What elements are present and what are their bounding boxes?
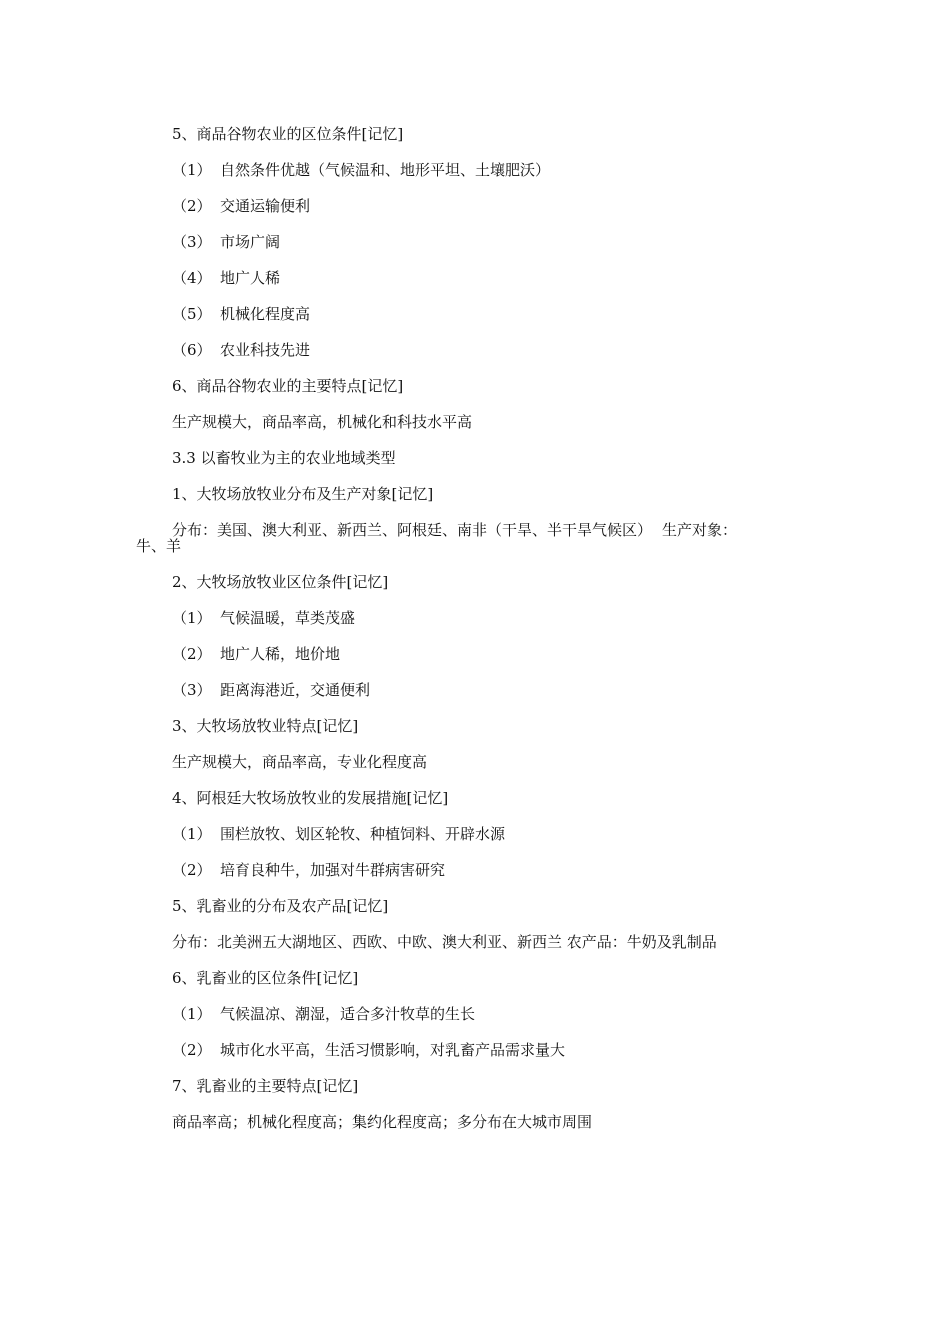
paragraph-continuation: 牛、羊	[136, 537, 182, 555]
document-body	[136, 124, 822, 1148]
list-text: 气候温凉、潮湿，适合多汁牧草的生长	[220, 1005, 476, 1023]
list-number: （3）	[172, 233, 212, 251]
list-item	[172, 680, 822, 700]
list-number: （4）	[172, 269, 212, 287]
list-item	[172, 268, 822, 288]
paragraph: 生产规模大，商品率高，机械化和科技水平高	[172, 413, 473, 431]
list-text: 城市化水平高，生活习惯影响，对乳畜产品需求量大	[220, 1041, 566, 1059]
list-text: 市场广阔	[220, 233, 281, 251]
paragraph-part: 分布：美国、澳大利亚、新西兰、阿根廷、南非（干旱、半干旱气候区）	[172, 521, 653, 539]
section-heading: 2、大牧场放牧业区位条件[记忆]	[172, 573, 389, 591]
list-number: （3）	[172, 681, 212, 699]
section-heading: 5、乳畜业的分布及农产品[记忆]	[172, 897, 389, 915]
section-heading: 3、大牧场放牧业特点[记忆]	[172, 717, 359, 735]
paragraph-wrapped	[172, 520, 822, 540]
list-item	[172, 160, 822, 180]
section-heading: 6、乳畜业的区位条件[记忆]	[172, 969, 359, 987]
list-number: （1）	[172, 609, 212, 627]
list-item	[172, 860, 822, 880]
list-number: （1）	[172, 1005, 212, 1023]
list-item	[172, 644, 822, 664]
list-number: （5）	[172, 305, 212, 323]
list-number: （2）	[172, 645, 212, 663]
list-number: （2）	[172, 861, 212, 879]
list-number: （2）	[172, 197, 212, 215]
list-number: （6）	[172, 341, 212, 359]
list-text: 地广人稀，地价地	[220, 645, 341, 663]
paragraph: 分布：北美洲五大湖地区、西欧、中欧、澳大利亚、新西兰 农产品：牛奶及乳制品	[172, 933, 717, 951]
list-text: 农业科技先进	[220, 341, 311, 359]
list-text: 培育良种牛，加强对牛群病害研究	[220, 861, 446, 879]
section-heading: 7、乳畜业的主要特点[记忆]	[172, 1077, 359, 1095]
list-number: （1）	[172, 161, 212, 179]
list-text: 地广人稀	[220, 269, 281, 287]
list-text: 机械化程度高	[220, 305, 311, 323]
list-text: 气候温暖，草类茂盛	[220, 609, 356, 627]
list-item	[172, 232, 822, 252]
list-item	[172, 196, 822, 216]
list-item	[172, 1004, 822, 1024]
list-number: （1）	[172, 825, 212, 843]
section-heading: 4、阿根廷大牧场放牧业的发展措施[记忆]	[172, 789, 449, 807]
list-item	[172, 608, 822, 628]
list-item	[172, 1040, 822, 1060]
section-heading: 5、商品谷物农业的区位条件[记忆]	[172, 125, 404, 143]
chapter-heading: 3.3 以畜牧业为主的农业地域类型	[172, 449, 396, 467]
section-heading: 6、商品谷物农业的主要特点[记忆]	[172, 377, 404, 395]
paragraph-part: 生产对象：	[662, 521, 738, 539]
list-item	[172, 824, 822, 844]
paragraph: 生产规模大，商品率高，专业化程度高	[172, 753, 428, 771]
list-text: 自然条件优越（气候温和、地形平坦、土壤肥沃）	[220, 161, 551, 179]
list-item	[172, 340, 822, 360]
list-text: 围栏放牧、划区轮牧、种植饲料、开辟水源	[220, 825, 506, 843]
list-item	[172, 304, 822, 324]
list-number: （2）	[172, 1041, 212, 1059]
list-text: 交通运输便利	[220, 197, 311, 215]
paragraph: 商品率高；机械化程度高；集约化程度高；多分布在大城市周围	[172, 1113, 593, 1131]
list-text: 距离海港近，交通便利	[220, 681, 371, 699]
section-heading: 1、大牧场放牧业分布及生产对象[记忆]	[172, 485, 434, 503]
